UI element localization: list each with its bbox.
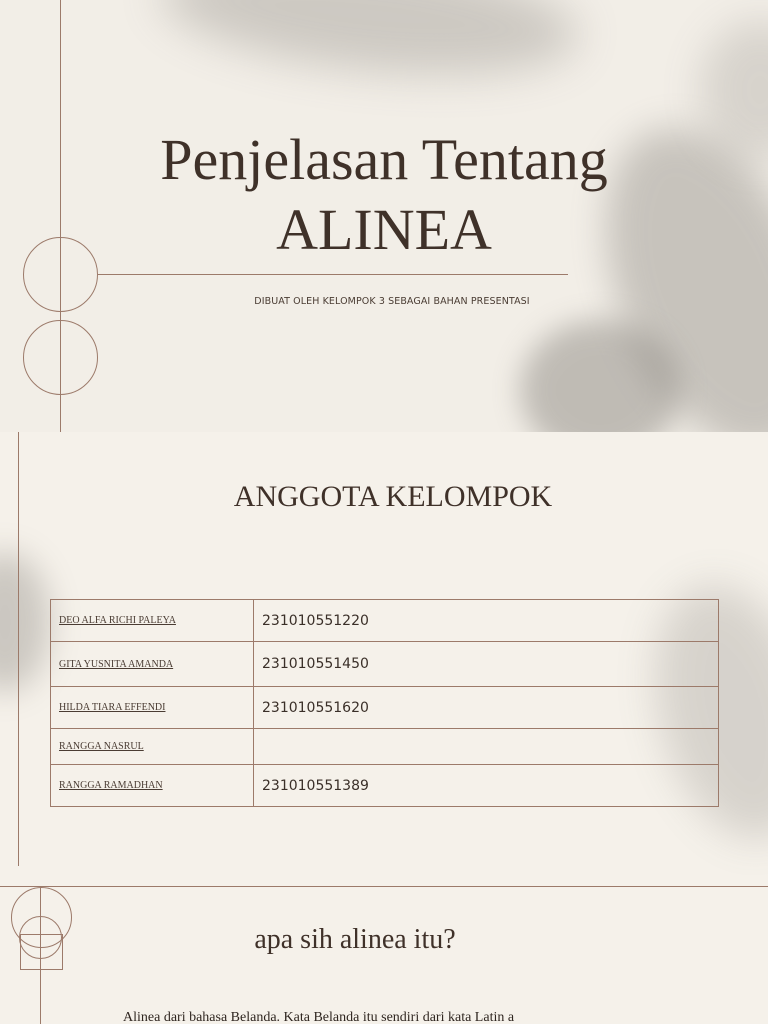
slide-title-line-1: Penjelasan Tentang <box>160 127 608 192</box>
member-nim: 231010551220 <box>254 600 719 642</box>
decor-horizontal-line <box>98 274 568 275</box>
member-nim: 231010551450 <box>254 642 719 687</box>
definition-heading: apa sih alinea itu? <box>254 924 456 955</box>
decor-circle <box>23 320 98 395</box>
definition-slide <box>0 884 768 1024</box>
leaf-shadow <box>520 320 680 432</box>
leaf-shadow <box>155 0 584 92</box>
member-nim <box>254 729 719 765</box>
member-name: DEO ALFA RICHI PALEYA <box>51 600 254 642</box>
members-heading: ANGGOTA KELOMPOK <box>233 480 553 513</box>
title-slide <box>0 0 768 432</box>
members-slide <box>0 432 768 884</box>
member-nim: 231010551389 <box>254 765 719 807</box>
member-name: HILDA TIARA EFFENDI <box>51 687 254 729</box>
members-table <box>50 599 719 807</box>
table-row <box>51 765 719 807</box>
member-name: RANGGA NASRUL <box>51 729 254 765</box>
slide-subtitle: DIBUAT OLEH KELOMPOK 3 SEBAGAI BAHAN PRESENTASI <box>254 296 530 307</box>
table-row <box>51 687 719 729</box>
member-name: RANGGA RAMADHAN <box>51 765 254 807</box>
member-name: GITA YUSNITA AMANDA <box>51 642 254 687</box>
leaf-shadow <box>0 552 50 692</box>
slide-title-line-2: ALINEA <box>276 197 492 262</box>
table-row <box>51 729 719 765</box>
definition-text: Alinea dari bahasa Belanda. Kata Belanda itu sendiri dari kata Latin a <box>123 1010 515 1024</box>
table-row <box>51 600 719 642</box>
decor-horizontal-line <box>0 886 768 887</box>
member-nim: 231010551620 <box>254 687 719 729</box>
table-row <box>51 642 719 687</box>
